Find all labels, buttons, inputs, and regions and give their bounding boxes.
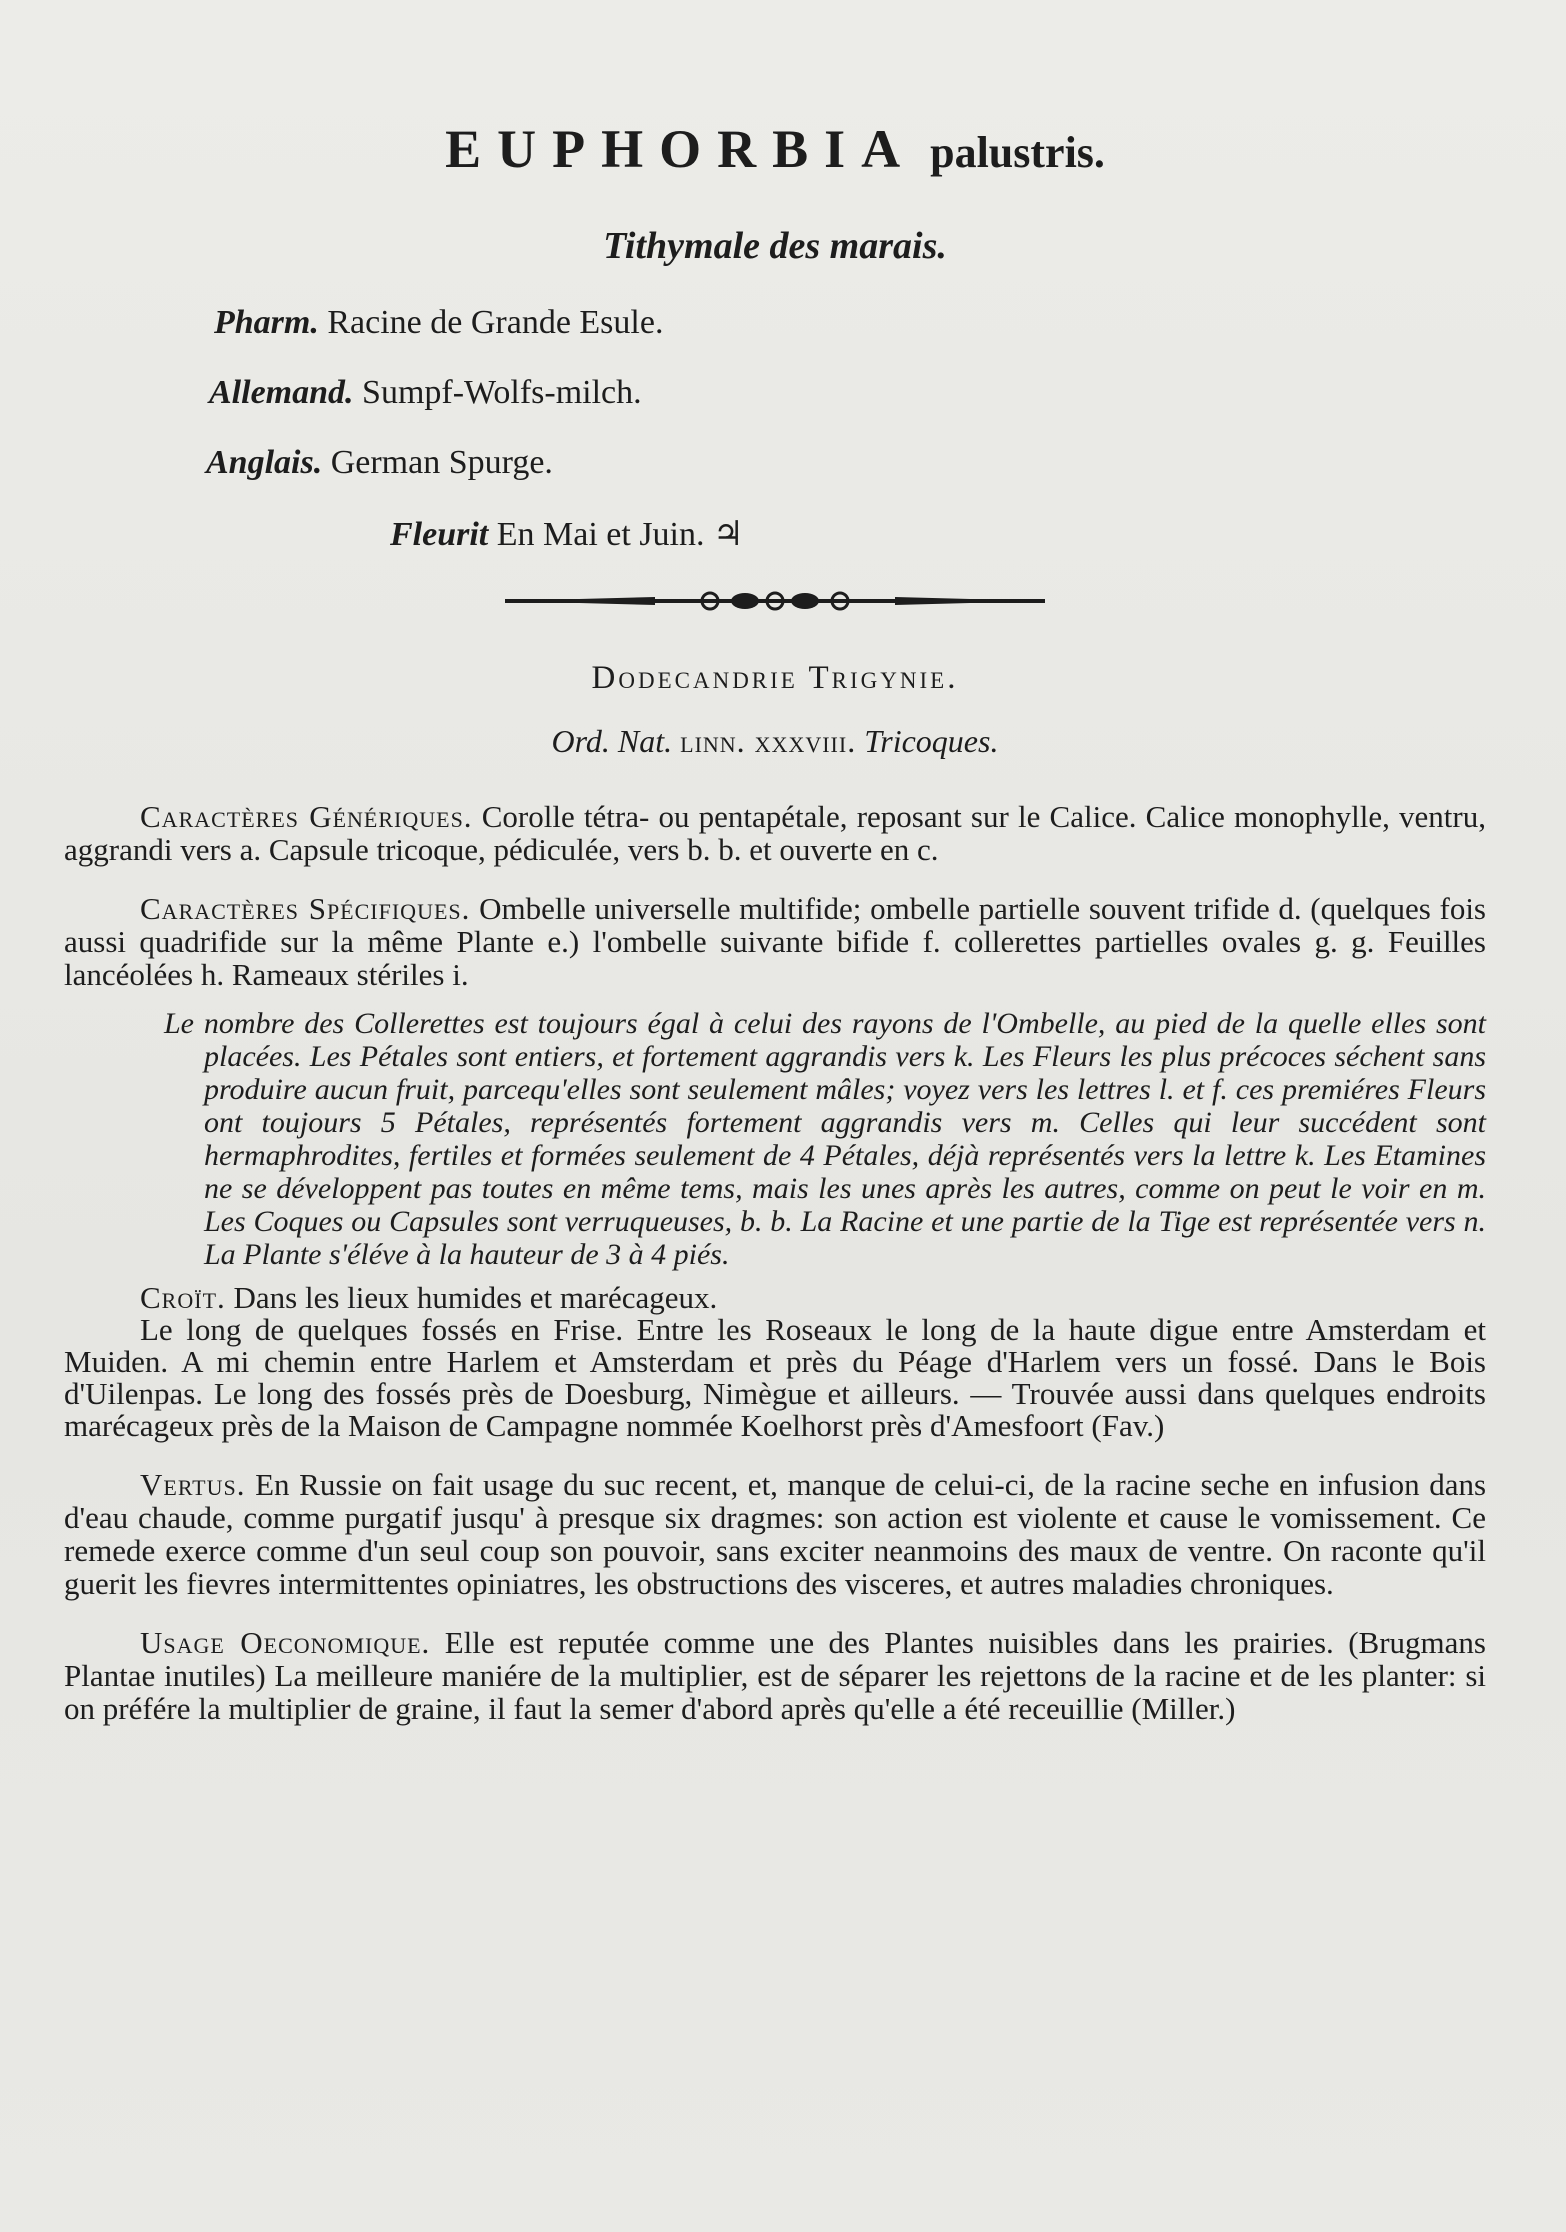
synonym-anglais xyxy=(206,444,1486,482)
section-heading: Vertus. xyxy=(140,1467,246,1502)
section-text: Dans les lieux humides et marécageux. xyxy=(233,1280,718,1315)
economic-use-section xyxy=(64,1626,1486,1725)
descriptive-note: Le nombre des Collerettes est toujours égal à celui des rayons de l'Ombelle, au pied de la quelle elles sont placées. Les Pétales sont entiers, et fortement aggrandis vers k. Les Fleurs les plus précoces séchent sans produire aucun fruit, parcequ'elles sont seulement mâles; voyez vers les lettres l. et f. ces premiéres Fleurs ont toujours 5 Pétales, représentés fortement aggrandis vers m. Celles qui leur succédent sont hermaphrodites, fertiles et formées seulement de 4 Pétales, déjà représentés vers la lettre k. Les Etamines ne se développent pas toutes en même tems, mais les unes après les autres, comme on peut le voir en m. Les Coques ou Capsules sont verruqueuses, b. b. La Racine et une partie de la Tige est représentée vers n. La Plante s'éléve à la hauteur de 3 à 4 piés. xyxy=(164,1007,1486,1271)
species-name: palustris. xyxy=(930,128,1105,177)
synonym-label: Pharm. xyxy=(214,304,319,341)
synonym-allemand xyxy=(209,374,1486,412)
order-linn: linn. xxxviii. xyxy=(680,723,857,759)
synonym-value: Sumpf-Wolfs-milch. xyxy=(362,374,642,411)
synonym-label: Anglais. xyxy=(206,444,323,481)
habitat-locations: Le long de quelques fossés en Frise. Entre les Roseaux le long de la haute digue entre Amsterdam et Muiden. A mi chemin entre Harlem et Amsterdam et près du Péage d'Harlem vers un fossé. Dans le Bois d'Uilenpas. Le long des fossés près de Doesburg, Nimègue et ailleurs. — Trouvée aussi dans quelques endroits marécageux près de la Maison de Campagne nommée Koelhorst près d'Amesfoort (Fav.) xyxy=(64,1312,1486,1443)
synonyms-block xyxy=(64,304,1486,554)
synonym-value: Racine de Grande Esule. xyxy=(327,304,664,341)
order-name: Tricoques. xyxy=(864,723,999,759)
section-heading: Caractères Spécifiques. xyxy=(140,891,471,926)
section-heading: Usage Oeconomique. xyxy=(140,1625,431,1660)
generic-characters xyxy=(64,800,1486,866)
order-label: Ord. Nat. xyxy=(551,723,673,759)
section-text: Ombelle universelle multifide; ombelle partielle souvent trifide d. (quelques fois aussi quadrifide sur la même Plante e.) l'ombelle suivante bifide f. collerettes partielles ovales g. g. Feuilles lancéolées h. Rameaux stériles i. xyxy=(64,891,1486,992)
synonym-label: Fleurit xyxy=(390,516,489,553)
flowering-time xyxy=(390,514,1486,554)
french-common-name: Tithymale des marais. xyxy=(603,225,947,267)
synonym-pharm xyxy=(214,304,1486,342)
linnaean-class: Dodecandrie Trigynie. xyxy=(591,660,959,696)
section-text: Corolle tétra- ou pentapétale, reposant sur le Calice. Calice monophylle, ventru, aggrandi vers a. Capsule tricoque, pédiculée, vers b. b. et ouverte en c. xyxy=(64,799,1486,867)
section-text: Elle est reputée comme une des Plantes nuisibles dans les prairies. (Brugmans Plantae inutiles) La meilleure maniére de la multiplier, est de séparer les rejettons de la racine et de les planter: si on préfére la multiplier de graine, il faut la semer d'abord après qu'elle a été receuillie (Miller.) xyxy=(64,1625,1486,1726)
synonym-value: German Spurge. xyxy=(330,444,553,481)
ornament-divider xyxy=(505,586,1045,616)
habitat-section xyxy=(64,1281,1486,1314)
section-heading: Croït. xyxy=(140,1280,226,1315)
section-text: En Russie on fait usage du suc recent, et, manque de celui-ci, de la racine seche en infusion dans d'eau chaude, comme purgatif jusqu' à presque six dragmes: son action est violente et cause le vomissement. Ce remede exerce comme d'un seul coup son pouvoir, sans exciter neanmoins des maux de ventre. On raconte qu'il guerit les fievres intermittentes opiniatres, les obstructions des visceres, et autres maladies chroniques. xyxy=(64,1467,1487,1601)
section-heading: Caractères Génériques. xyxy=(140,799,473,834)
page-title xyxy=(64,118,1486,180)
virtues-section xyxy=(64,1468,1486,1600)
synonym-label: Allemand. xyxy=(209,374,354,411)
natural-order xyxy=(64,723,1486,760)
synonym-value: En Mai et Juin. ♃ xyxy=(496,516,744,553)
specific-characters xyxy=(64,892,1486,991)
genus-name: EUPHORBIA xyxy=(445,119,917,179)
